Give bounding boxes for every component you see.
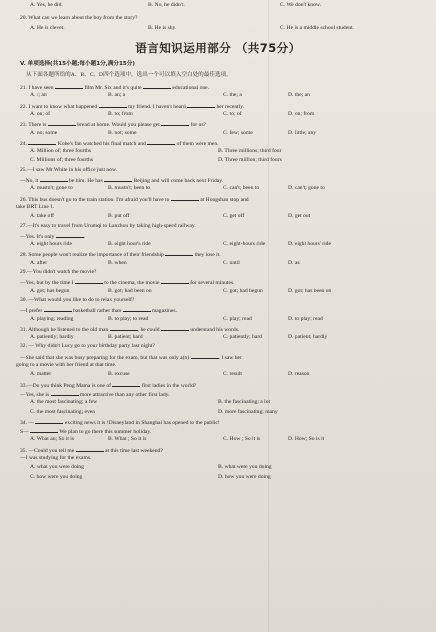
option-d: D. more fascinating; many: [218, 408, 278, 415]
option-d: D. reason: [288, 371, 310, 378]
option-d: D. on; from: [288, 110, 315, 117]
option-c: C. few; some: [223, 129, 253, 136]
question-stem: 25.—I saw Mr.White in his office just now.: [20, 166, 118, 173]
option-a: A. matter: [30, 371, 52, 378]
option-a: A. got; has begun: [30, 287, 70, 294]
option-a: A. He is clever.: [30, 25, 65, 31]
option-d: D. the; an: [288, 92, 310, 99]
option-c: C. eight-hours ride: [223, 241, 266, 248]
answer-blank: [147, 139, 175, 145]
question-stem: 21. I have seen film Mr. Six and it's quite educational one.: [20, 85, 210, 91]
option-d: D. little; any: [288, 129, 317, 136]
option-a: A. take off: [30, 213, 54, 220]
answer-blank: [75, 278, 103, 284]
option-a: A. what you were doing: [30, 464, 84, 471]
answer-blank: [44, 306, 72, 312]
question-stem: 33.—Do you think Peng Mama is one of first ladies in the world?: [20, 382, 197, 389]
answer-blank: [104, 176, 132, 182]
option-c: C. result: [223, 371, 242, 378]
option-c: C. He is a middle school student.: [280, 25, 354, 31]
option-b: B. Three millions; third four: [218, 148, 282, 155]
option-b: B. not; some: [108, 129, 137, 136]
question-stem: 24. Kobe's fan watched his final match and of them were men.: [20, 140, 219, 147]
option-c: C. Millions of; three fourths: [30, 157, 93, 164]
question-stem: 29.—You didn't watch the movie?: [20, 269, 97, 275]
answer-blank: [28, 139, 56, 145]
option-b: B. got; had been on: [108, 287, 152, 294]
answer-blank: [112, 381, 140, 387]
answer-blank: [48, 120, 76, 126]
option-a: A. What an; So it is: [30, 436, 75, 443]
option-b: B. excuse: [108, 371, 130, 378]
option-b: B. when: [108, 259, 127, 266]
option-a: A. Yes, he did.: [30, 2, 63, 8]
option-b: B. mustn't; been to: [108, 185, 151, 192]
question-stem: 23. There is bread at home. Would you please get for us?: [20, 122, 207, 129]
question-stem: 26. This bus doesn't go to the train station. I'm afraid you'll have to at Hongshan stop and: [20, 196, 249, 203]
option-d: D. How; So is it: [288, 436, 325, 443]
option-b: B. an; a: [108, 92, 126, 99]
option-c: C. play; read: [223, 315, 252, 322]
option-a: A. /; an: [30, 92, 47, 99]
answer-blank: [161, 325, 189, 331]
option-a: A. the most fascinating; a few: [30, 399, 98, 406]
option-b: B. to play; to read: [108, 315, 149, 322]
question-stem: 35. —Could you tell me at this time last weekend?: [20, 447, 163, 454]
option-d: D. to play; read: [288, 315, 323, 322]
option-b: B. eight hour's ride: [108, 241, 151, 248]
option-d: D. got; has been on: [288, 287, 332, 294]
option-d: D. as: [288, 259, 300, 266]
question-stem: take BRT Line 1.: [16, 203, 55, 210]
option-c: C. the most fascinating; even: [30, 408, 96, 415]
option-b: B. No, he didn't.: [148, 2, 185, 8]
option-d: D. patient; hardly: [288, 334, 328, 341]
answer-blank: [123, 306, 151, 312]
question-stem: —Yes, she is more attractive than any other first lady.: [20, 391, 170, 398]
answer-blank: [191, 353, 219, 359]
question-stem: going to a movie with her friend at that time.: [16, 362, 117, 368]
option-c: C. patiently; hard: [223, 334, 262, 341]
option-b: B. What ; So it is: [108, 436, 147, 443]
option-c: C. get off: [223, 213, 245, 220]
question-stem: 34. — exciting news it is !Disneyland in Shanghai has opened to the public!: [20, 419, 220, 426]
answer-blank: [171, 195, 199, 201]
question-stem: —I prefer basketball rather than magazines.: [20, 308, 177, 315]
option-d: D. how you were doing: [218, 473, 271, 480]
answer-blank: [55, 83, 83, 89]
option-b: B. to; from: [108, 110, 133, 117]
option-b: B. patient; hard: [108, 334, 143, 341]
option-c: C. can't; been to: [223, 185, 260, 192]
option-d: D. Three million; third fours: [218, 157, 282, 164]
answer-blank: [187, 102, 215, 108]
option-d: D. eight hours' ride: [288, 241, 331, 248]
option-b: B. what were you doing: [218, 464, 272, 471]
question-stem: 27.—It's easy to travel from Urumqi to Lanzhou by taking high-speed railway.: [20, 222, 196, 229]
option-c: C. got; had begun: [223, 287, 263, 294]
page-fold-shadow: [268, 0, 269, 632]
option-b: B. put off: [108, 213, 130, 220]
answer-blank: [51, 390, 79, 396]
question-stem: —Yes. It's only .: [20, 233, 86, 240]
option-c: C. How ; So it is: [223, 436, 261, 443]
answer-blank: [161, 278, 189, 284]
option-a: A. mustn't; gone to: [30, 185, 73, 192]
option-c: C. the; a: [223, 92, 242, 99]
option-a: A. no; some: [30, 129, 58, 136]
answer-blank: [110, 325, 138, 331]
option-d: D. can't; gone to: [288, 185, 325, 192]
question-stem: —Yes, but by the time I to the cinema, the movie for several minutes.: [20, 280, 235, 287]
answer-blank: [56, 232, 84, 238]
answer-blank: [143, 83, 171, 89]
question-stem: 30. —What would you like to do to relax yourself?: [20, 296, 135, 303]
option-c: C. to; of: [223, 110, 242, 117]
option-a: A. playing; reading: [30, 315, 74, 322]
section-heading: V. 单项选择(共15小题;每小题1分,满分15分): [20, 61, 135, 67]
answer-blank: [165, 250, 193, 256]
option-d: D. get out: [288, 213, 311, 220]
option-a: A. Million of; three fourths: [30, 148, 92, 155]
question-stem: 20. What can we learn about the boy from the story?: [20, 15, 138, 21]
option-c: C. until: [223, 259, 240, 266]
question-stem: 31. Although he listened to the old man , he could understand his words.: [20, 326, 240, 333]
option-a: A. patiently; hardly: [30, 334, 74, 341]
answer-blank: [35, 418, 63, 424]
section-title: 语言知识运用部分 （共75分）: [135, 41, 301, 55]
answer-blank: [30, 427, 58, 433]
answer-blank: [76, 446, 104, 452]
answer-blank: [40, 176, 68, 182]
option-b: B. the fascinating; a lot: [218, 399, 271, 406]
option-a: A. after: [30, 259, 48, 266]
question-stem: —She said that she was busy preparing for the exam, but that was only a(n) . I saw her: [20, 354, 242, 361]
option-a: A. eight hours ride: [30, 241, 72, 248]
option-a: A. on; of: [30, 110, 51, 117]
option-b: B. He is shy.: [148, 25, 177, 31]
question-stem: 22. I want to know what happened my friend. I haven't heard her recently.: [20, 103, 245, 110]
question-stem: 32. — Why didn't Lucy go to your birthday party last night?: [20, 343, 155, 350]
answer-blank: [99, 102, 127, 108]
question-stem: —I was studying for the exams.: [20, 455, 92, 461]
question-stem: S— We plan to go there this summer holiday.: [20, 429, 152, 436]
question-stem: —No, it be him. He has Beijing and will come back next Friday.: [20, 178, 224, 184]
answer-blank: [161, 120, 189, 126]
section-instruction: 从下面各题所给的A、B、C、D四个选项中，选出一个可以填入空白处的最佳选项。: [26, 72, 232, 78]
option-c: C. how were you doing: [30, 473, 83, 480]
option-c: C. We don't know.: [280, 2, 321, 8]
question-stem: 28. Some people won't realize the importance of their friendship they lose it.: [20, 252, 221, 259]
